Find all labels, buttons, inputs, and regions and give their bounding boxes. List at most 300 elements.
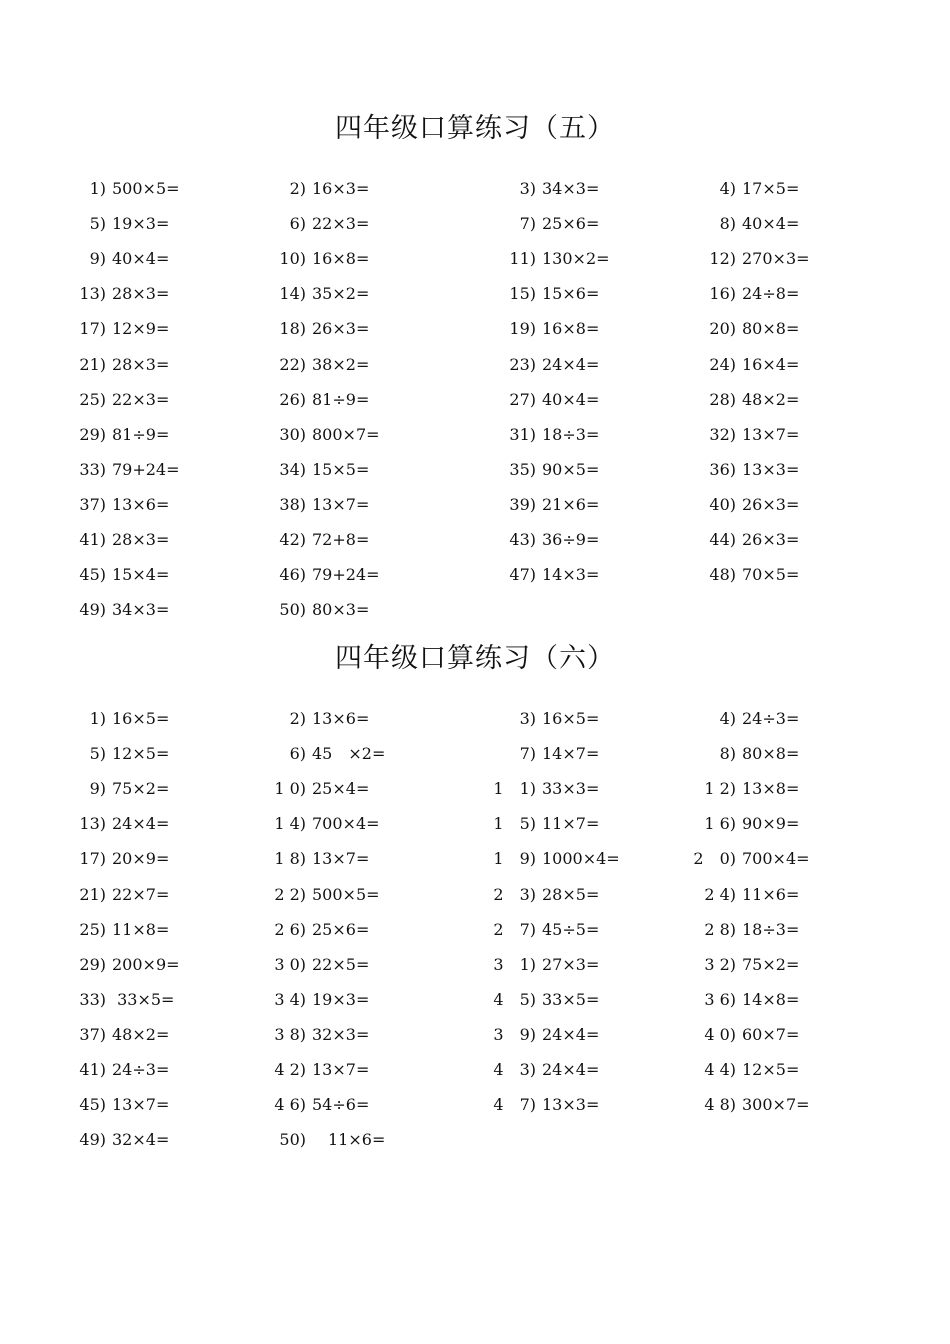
- problem-expression: 24×4=: [542, 1024, 600, 1044]
- problem-number: 3 6): [704, 989, 736, 1009]
- problem-number: 13): [79, 284, 106, 304]
- problem-item: [289, 179, 370, 199]
- problem-item: [79, 954, 180, 975]
- problem-expression: 32×3=: [312, 1024, 370, 1044]
- problem-item: [709, 530, 800, 550]
- problem-item: [79, 389, 170, 410]
- problem-expression: 12×9=: [112, 319, 170, 339]
- problem-item: [509, 319, 600, 339]
- problem-expression: 36÷9=: [542, 530, 600, 549]
- problem-item: [493, 779, 600, 799]
- problem-item: [704, 989, 800, 1010]
- problem-item: [493, 1024, 600, 1045]
- problem-item: [79, 530, 170, 550]
- problem-item: [509, 459, 600, 480]
- problem-expression: 26×3=: [742, 494, 800, 514]
- problem-expression: 40×4=: [112, 249, 170, 269]
- problem-item: [79, 989, 175, 1010]
- problem-expression: 24×4=: [112, 814, 170, 834]
- problem-expression: 13×7=: [312, 1060, 370, 1079]
- problem-number: 6): [289, 744, 306, 764]
- problem-number: 5): [89, 744, 106, 764]
- problem-expression: 18÷3=: [542, 424, 600, 444]
- problem-expression: 11×6=: [312, 1130, 386, 1150]
- problem-item: [493, 954, 600, 975]
- problem-number: 20): [709, 319, 736, 339]
- problem-expression: 16×5=: [112, 709, 170, 728]
- problem-expression: 16×5=: [542, 709, 600, 728]
- problem-number: 6): [289, 214, 306, 234]
- problem-expression: 200×9=: [112, 954, 180, 974]
- problem-number: 41): [79, 530, 106, 549]
- problem-item: [719, 179, 800, 199]
- problem-expression: 26×3=: [312, 319, 370, 339]
- problem-number: 46): [279, 565, 306, 585]
- problem-number: 9): [89, 249, 106, 269]
- problem-expression: 270×3=: [742, 249, 810, 269]
- problem-item: [279, 284, 370, 304]
- problem-item: [274, 1024, 370, 1045]
- problem-item: [274, 919, 370, 940]
- problem-number: 22): [279, 354, 306, 374]
- problem-expression: 26×3=: [742, 530, 800, 549]
- problem-number: 30): [279, 424, 306, 444]
- problem-number: 1 8): [274, 849, 306, 869]
- problem-expression: 20×9=: [112, 849, 170, 869]
- problem-expression: 75×2=: [112, 779, 170, 799]
- problem-expression: 13×6=: [112, 494, 170, 514]
- problem-expression: 19×3=: [112, 214, 170, 234]
- problem-item: [509, 424, 600, 445]
- problem-number: 3 1): [493, 954, 536, 974]
- problem-expression: 28×3=: [112, 530, 170, 549]
- problem-expression: 22×3=: [112, 389, 170, 409]
- problem-expression: 15×4=: [112, 565, 170, 585]
- problem-expression: 19×3=: [312, 989, 370, 1009]
- problem-item: [709, 424, 800, 445]
- problem-item: [274, 1095, 370, 1115]
- problem-number: 35): [509, 459, 536, 479]
- problem-expression: 15×6=: [542, 284, 600, 304]
- problem-number: 29): [79, 424, 106, 444]
- problem-item: [89, 744, 170, 764]
- problem-number: 45): [79, 565, 106, 585]
- problem-number: 3 0): [274, 954, 306, 974]
- problem-expression: 13×7=: [742, 424, 800, 444]
- problem-number: 1 6): [704, 814, 736, 834]
- problem-number: 50): [279, 600, 306, 620]
- problem-expression: 14×3=: [542, 565, 600, 585]
- problem-number: 33): [79, 989, 106, 1009]
- problem-item: [509, 284, 600, 304]
- problem-expression: 79+24=: [312, 565, 380, 585]
- problem-item: [719, 744, 800, 764]
- problem-item: [709, 249, 810, 269]
- problem-expression: 13×6=: [312, 709, 370, 728]
- problem-expression: 80×8=: [742, 319, 800, 339]
- problem-expression: 28×5=: [542, 884, 600, 904]
- problem-item: [709, 459, 800, 480]
- problem-expression: 12×5=: [112, 744, 170, 764]
- problem-item: [693, 849, 810, 869]
- problem-item: [519, 709, 600, 729]
- section-title: 四年级口算练习（五）: [335, 113, 615, 144]
- problem-number: 31): [509, 424, 536, 444]
- problem-item: [709, 565, 800, 585]
- problem-expression: 38×2=: [312, 354, 370, 374]
- problem-number: 8): [719, 214, 736, 234]
- problem-number: 2): [289, 709, 306, 728]
- problem-item: [493, 1060, 600, 1080]
- problem-item: [89, 214, 170, 234]
- problem-number: 39): [509, 494, 536, 514]
- problem-expression: 24÷3=: [112, 1060, 170, 1079]
- problem-number: 4 6): [274, 1095, 306, 1115]
- problem-expression: 60×7=: [742, 1024, 800, 1044]
- problem-number: 2 6): [274, 919, 306, 939]
- problem-item: [709, 494, 800, 515]
- problem-expression: 24×4=: [542, 1060, 600, 1079]
- problem-expression: 16×3=: [312, 179, 370, 198]
- problem-number: 4): [719, 179, 736, 198]
- problem-item: [493, 989, 600, 1010]
- problem-number: 25): [79, 389, 106, 409]
- problem-number: 2 2): [274, 884, 306, 904]
- problem-number: 37): [79, 1024, 106, 1044]
- problem-number: 15): [509, 284, 536, 304]
- problem-number: 2 3): [493, 884, 536, 904]
- problem-item: [79, 814, 170, 834]
- problem-expression: 40×4=: [742, 214, 800, 234]
- problem-number: 21): [79, 354, 106, 374]
- problem-expression: 79+24=: [112, 459, 180, 479]
- problem-expression: 25×6=: [312, 919, 370, 939]
- problem-item: [289, 709, 370, 729]
- problem-number: 38): [279, 494, 306, 514]
- problem-number: 4 2): [274, 1060, 306, 1079]
- problem-expression: 22×5=: [312, 954, 370, 974]
- problem-number: 23): [509, 354, 536, 374]
- problem-expression: 70×5=: [742, 565, 800, 585]
- problem-expression: 33×5=: [112, 989, 175, 1009]
- problem-expression: 12×5=: [742, 1060, 800, 1079]
- problem-number: 17): [79, 849, 106, 869]
- problem-number: 10): [279, 249, 306, 269]
- problem-expression: 500×5=: [312, 884, 380, 904]
- problem-item: [279, 354, 370, 375]
- problem-item: [704, 814, 800, 834]
- problem-number: 44): [709, 530, 736, 549]
- problem-expression: 40×4=: [542, 389, 600, 409]
- problem-number: 17): [79, 319, 106, 339]
- problem-number: 4 0): [704, 1024, 736, 1044]
- problem-item: [704, 1024, 800, 1045]
- problem-item: [274, 849, 370, 869]
- problem-expression: 34×3=: [542, 179, 600, 198]
- problem-item: [274, 989, 370, 1010]
- problem-item: [704, 1060, 800, 1080]
- problem-number: 13): [79, 814, 106, 834]
- problem-item: [89, 249, 170, 269]
- problem-item: [279, 459, 370, 480]
- problem-number: 1 2): [704, 779, 736, 799]
- problem-item: [79, 1024, 170, 1045]
- problem-expression: 24÷8=: [742, 284, 800, 304]
- problem-number: 47): [509, 565, 536, 585]
- problem-number: 1): [89, 709, 106, 728]
- problem-expression: 24×4=: [542, 354, 600, 374]
- problem-item: [509, 565, 600, 585]
- problem-number: 24): [709, 354, 736, 374]
- problem-number: 11): [509, 249, 536, 269]
- problem-number: 18): [279, 319, 306, 339]
- problem-expression: 22×7=: [112, 884, 170, 904]
- problem-number: 3 2): [704, 954, 736, 974]
- problem-expression: 16×8=: [542, 319, 600, 339]
- problem-number: 37): [79, 494, 106, 514]
- problem-item: [274, 779, 370, 799]
- problem-number: 50): [279, 1130, 306, 1150]
- problem-number: 5): [89, 214, 106, 234]
- problem-expression: 72+8=: [312, 530, 370, 549]
- problem-number: 4): [719, 709, 736, 728]
- problem-item: [79, 600, 170, 620]
- problem-number: 3 9): [493, 1024, 536, 1044]
- problem-item: [79, 319, 170, 339]
- problem-expression: 14×7=: [542, 744, 600, 764]
- problem-item: [509, 530, 600, 550]
- problem-number: 7): [519, 214, 536, 234]
- problem-expression: 500×5=: [112, 179, 180, 198]
- problem-expression: 13×7=: [312, 494, 370, 514]
- problem-expression: 27×3=: [542, 954, 600, 974]
- problem-expression: 11×6=: [742, 884, 800, 904]
- problem-item: [709, 319, 800, 339]
- problem-expression: 24÷3=: [742, 709, 800, 728]
- section-title: 四年级口算练习（六）: [335, 643, 615, 674]
- problem-item: [79, 1130, 170, 1150]
- problem-expression: 16×8=: [312, 249, 370, 269]
- problem-expression: 16×4=: [742, 354, 800, 374]
- problem-item: [493, 814, 600, 834]
- problem-item: [79, 459, 180, 480]
- problem-expression: 45 ×2=: [312, 744, 386, 764]
- problem-expression: 32×4=: [112, 1130, 170, 1150]
- problem-item: [509, 354, 600, 375]
- problem-item: [279, 600, 370, 620]
- problem-item: [79, 494, 170, 515]
- problem-item: [509, 249, 610, 269]
- problem-number: 48): [709, 565, 736, 585]
- problem-item: [519, 179, 600, 199]
- problem-item: [709, 389, 800, 410]
- problem-number: 21): [79, 884, 106, 904]
- problem-expression: 45÷5=: [542, 919, 600, 939]
- problem-number: 4 3): [493, 1060, 536, 1079]
- problem-item: [704, 1095, 810, 1115]
- problem-item: [274, 1060, 370, 1080]
- problem-expression: 18÷3=: [742, 919, 800, 939]
- problem-item: [709, 284, 800, 304]
- problem-number: 16): [709, 284, 736, 304]
- problem-number: 14): [279, 284, 306, 304]
- problem-number: 41): [79, 1060, 106, 1079]
- problem-item: [279, 1130, 386, 1150]
- problem-number: 1 9): [493, 849, 536, 869]
- problem-item: [279, 565, 380, 585]
- problem-number: 4 4): [704, 1060, 736, 1079]
- problem-number: 36): [709, 459, 736, 479]
- problem-number: 49): [79, 600, 106, 620]
- problem-expression: 800×7=: [312, 424, 380, 444]
- problem-expression: 48×2=: [742, 389, 800, 409]
- problem-item: [79, 424, 170, 445]
- problem-number: 45): [79, 1095, 106, 1115]
- problem-number: 1 0): [274, 779, 306, 799]
- problem-number: 4 7): [493, 1095, 536, 1115]
- problem-number: 28): [709, 389, 736, 409]
- problem-number: 1): [89, 179, 106, 198]
- problem-expression: 13×8=: [742, 779, 800, 799]
- problem-item: [493, 884, 600, 905]
- problem-item: [279, 530, 370, 550]
- problem-expression: 700×4=: [742, 849, 810, 869]
- problem-item: [493, 849, 620, 869]
- problem-item: [509, 389, 600, 410]
- problem-item: [509, 494, 600, 515]
- problem-item: [704, 954, 800, 975]
- problem-expression: 90×5=: [542, 459, 600, 479]
- problem-number: 43): [509, 530, 536, 549]
- problem-item: [519, 214, 600, 234]
- problem-expression: 11×8=: [112, 919, 170, 939]
- problem-item: [274, 814, 380, 834]
- problem-number: 25): [79, 919, 106, 939]
- problem-expression: 28×3=: [112, 354, 170, 374]
- problem-item: [79, 884, 170, 905]
- problem-item: [89, 179, 180, 199]
- problem-expression: 80×8=: [742, 744, 800, 764]
- problem-number: 12): [709, 249, 736, 269]
- problem-item: [79, 919, 170, 940]
- problem-number: 3): [519, 179, 536, 198]
- problem-number: 3 4): [274, 989, 306, 1009]
- problem-expression: 35×2=: [312, 284, 370, 304]
- problem-item: [493, 1095, 600, 1115]
- problem-expression: 13×3=: [742, 459, 800, 479]
- problem-expression: 81÷9=: [312, 389, 370, 409]
- problem-expression: 75×2=: [742, 954, 800, 974]
- problem-number: 4 5): [493, 989, 536, 1009]
- problem-expression: 13×7=: [312, 849, 370, 869]
- problem-item: [274, 884, 380, 905]
- problem-number: 19): [509, 319, 536, 339]
- problem-expression: 21×6=: [542, 494, 600, 514]
- problem-expression: 300×7=: [742, 1095, 810, 1115]
- problem-expression: 54÷6=: [312, 1095, 370, 1115]
- problem-number: 40): [709, 494, 736, 514]
- problem-number: 27): [509, 389, 536, 409]
- problem-number: 3 8): [274, 1024, 306, 1044]
- problem-item: [79, 1060, 170, 1080]
- problem-expression: 13×7=: [112, 1095, 170, 1115]
- problem-number: 33): [79, 459, 106, 479]
- problem-expression: 11×7=: [542, 814, 600, 834]
- problem-number: 1 1): [493, 779, 536, 799]
- problem-number: 7): [519, 744, 536, 764]
- problem-number: 32): [709, 424, 736, 444]
- problem-number: 4 8): [704, 1095, 736, 1115]
- problem-expression: 25×6=: [542, 214, 600, 234]
- problem-item: [704, 919, 800, 940]
- problem-item: [79, 354, 170, 375]
- problem-number: 34): [279, 459, 306, 479]
- problem-item: [289, 214, 370, 234]
- problem-number: 42): [279, 530, 306, 549]
- problem-item: [79, 849, 170, 869]
- problem-number: 2 8): [704, 919, 736, 939]
- problem-item: [89, 709, 170, 729]
- problem-item: [709, 354, 800, 375]
- problem-item: [279, 319, 370, 339]
- problem-expression: 90×9=: [742, 814, 800, 834]
- problem-expression: 25×4=: [312, 779, 370, 799]
- problem-expression: 28×3=: [112, 284, 170, 304]
- problem-number: 2): [289, 179, 306, 198]
- problem-expression: 22×3=: [312, 214, 370, 234]
- problem-item: [519, 744, 600, 764]
- problem-item: [279, 424, 380, 445]
- problem-item: [279, 249, 370, 269]
- problem-item: [704, 779, 800, 799]
- problem-expression: 34×3=: [112, 600, 170, 620]
- problem-number: 2 0): [693, 849, 736, 869]
- problem-item: [279, 494, 370, 515]
- problem-item: [719, 214, 800, 234]
- problem-item: [79, 1095, 170, 1115]
- problem-expression: 15×5=: [312, 459, 370, 479]
- problem-number: 29): [79, 954, 106, 974]
- problem-expression: 14×8=: [742, 989, 800, 1009]
- problem-expression: 700×4=: [312, 814, 380, 834]
- problem-item: [719, 709, 800, 729]
- problem-item: [704, 884, 800, 905]
- problem-number: 49): [79, 1130, 106, 1150]
- problem-expression: 33×3=: [542, 779, 600, 799]
- problem-item: [274, 954, 370, 975]
- problem-expression: 48×2=: [112, 1024, 170, 1044]
- problem-expression: 33×5=: [542, 989, 600, 1009]
- problem-number: 1 5): [493, 814, 536, 834]
- problem-expression: 130×2=: [542, 249, 610, 269]
- problem-number: 2 7): [493, 919, 536, 939]
- problem-number: 26): [279, 389, 306, 409]
- problem-item: [89, 779, 170, 799]
- problem-expression: 13×3=: [542, 1095, 600, 1115]
- problem-item: [79, 565, 170, 585]
- problem-number: 1 4): [274, 814, 306, 834]
- problem-number: 9): [89, 779, 106, 799]
- problem-expression: 81÷9=: [112, 424, 170, 444]
- problem-number: 2 4): [704, 884, 736, 904]
- problem-item: [289, 744, 386, 764]
- problem-expression: 80×3=: [312, 600, 370, 620]
- problem-item: [279, 389, 370, 410]
- problem-expression: 17×5=: [742, 179, 800, 198]
- problem-expression: 1000×4=: [542, 849, 620, 869]
- problem-number: 8): [719, 744, 736, 764]
- problem-number: 3): [519, 709, 536, 728]
